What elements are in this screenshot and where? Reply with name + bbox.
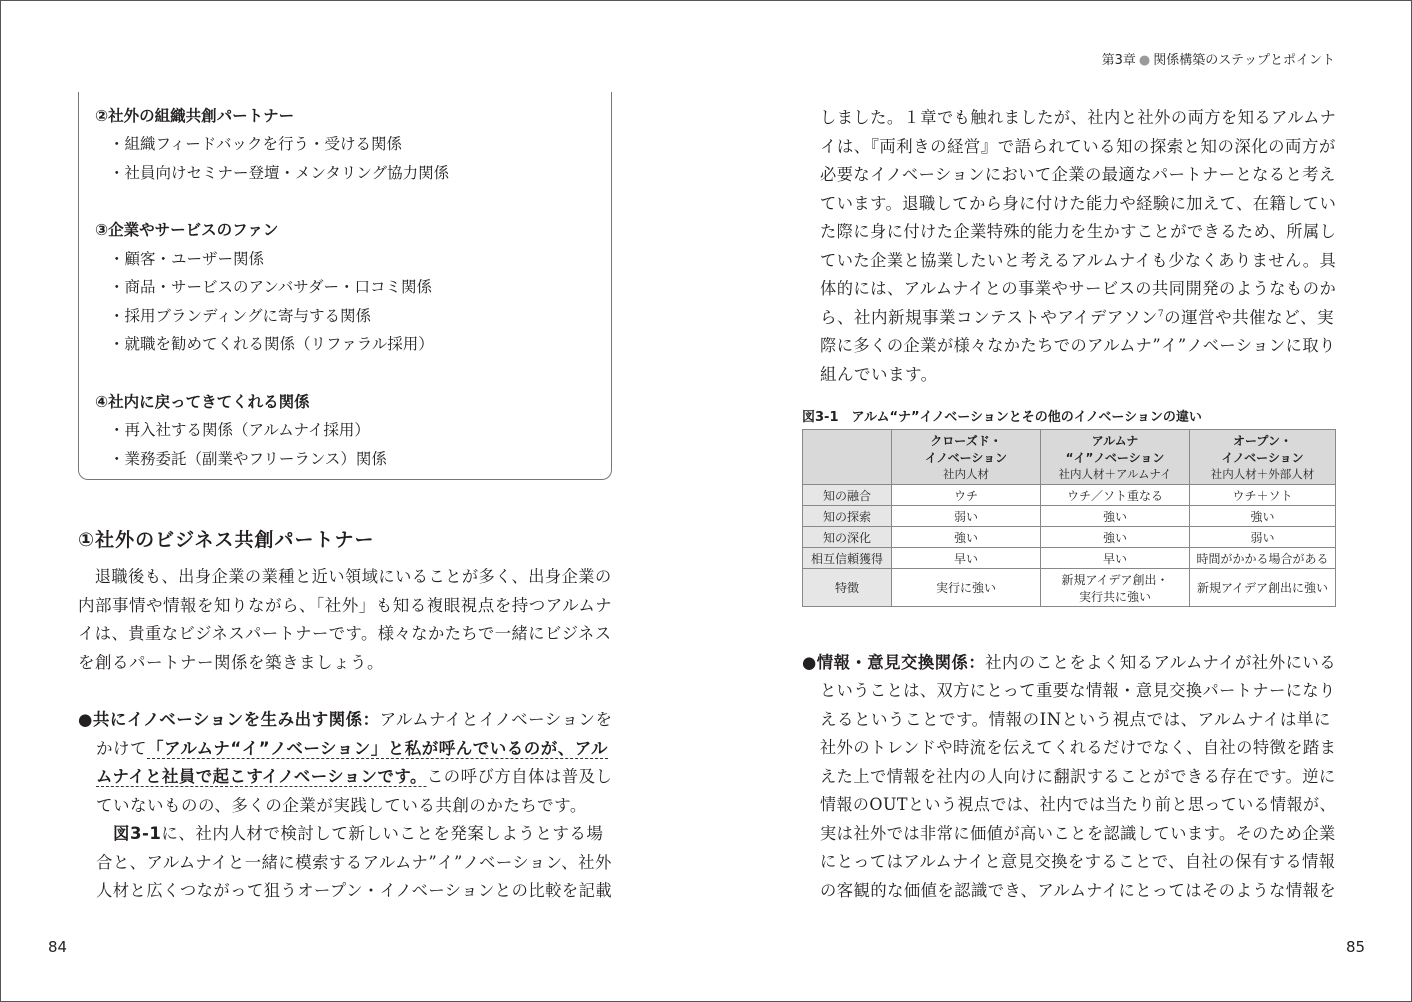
body-line: イは、『両利きの経営』で語られている知の探索と知の深化の両方が	[820, 137, 1336, 156]
table-row	[803, 527, 1336, 548]
table-row	[803, 485, 1336, 506]
box-item: ・再入社する関係（アルムナイ採用）	[109, 421, 370, 439]
body-line: ら、社内新規事業コンテストやアイデアソン$^7$の運営や共催など、実	[820, 308, 1335, 327]
row-label: 相互信頼獲得	[803, 548, 892, 569]
page-number-right: 85	[1346, 938, 1366, 956]
table-cell: 弱い	[892, 506, 1041, 527]
footnote-marker: 7	[1157, 309, 1165, 320]
table-cell: ウチ／ソト重なる	[1041, 485, 1190, 506]
figure-reference: 図3-1	[113, 824, 162, 843]
body-line: 退職後も、出身企業の業種と近い領域にいることが多く、出身企業の	[78, 567, 612, 586]
relationship-box	[78, 92, 612, 480]
body-line: 図3-1に、社内人材で検討して新しいことを発案しようとする場	[113, 824, 604, 843]
table-header-row	[803, 430, 1336, 485]
bullet-dot-icon: ●	[1138, 53, 1151, 68]
table-cell: 強い	[892, 527, 1041, 548]
body-line: えるということです。情報のINという視点では、アルムナイは単に	[820, 710, 1331, 729]
body-line: の客観的な価値を認識でき、アルムナイにとってはそのような情報を	[820, 881, 1337, 900]
emphasis-underline: ムナイと社員で起こすイノベーションです。	[96, 767, 427, 786]
table-cell: 時間がかかる場合がある	[1190, 548, 1336, 569]
table-cell: 早い	[892, 548, 1041, 569]
column-header: クローズド・ イノベーション 社内人材	[892, 430, 1041, 485]
emphasis-underline: 「アルムナ“イ”ノベーション」と私が呼んでいるのが、アル	[147, 739, 609, 758]
body-line: 人材と広くつながって狙うオープン・イノベーションとの比較を記載	[96, 881, 613, 900]
lead-term: ●情報・意見交換関係：	[802, 653, 986, 672]
column-header: オープン・ イノベーション 社内人材＋外部人材	[1190, 430, 1336, 485]
body-line: ています。退職してから身に付けた能力や経験に加えて、在籍してい	[820, 194, 1337, 213]
table-cell: 実行に強い	[892, 569, 1041, 607]
body-line: を創るパートナー関係を築きましょう。	[78, 653, 384, 672]
figure-title: 図3-1 アルム“ナ”イノベーションとその他のイノベーションの違い	[802, 410, 1202, 425]
table-cell: 新規アイデア創出に強い	[1190, 569, 1336, 607]
body-line: 組んでいます。	[820, 365, 938, 384]
row-label: 知の融合	[803, 485, 892, 506]
body-line: 内部事情や情報を知りながら、「社外」も知る複眼視点を持つアルムナ	[78, 596, 613, 615]
body-line: ●共にイノベーションを生み出す関係：アルムナイとイノベーションを	[78, 710, 613, 729]
table-cell: 新規アイデア創出・ 実行共に強い	[1041, 569, 1190, 607]
box-item: ・採用ブランディングに寄与する関係	[109, 307, 371, 325]
table-cell: ウチ＋ソト	[1190, 485, 1336, 506]
box-item: ・社員向けセミナー登壇・メンタリング協力関係	[109, 164, 450, 182]
box-item: ・業務委託（副業やフリーランス）関係	[109, 450, 387, 468]
page-number-left: 84	[48, 938, 68, 956]
body-line: 体的には、アルムナイとの事業やサービスの共同開発のようなものか	[820, 279, 1337, 298]
body-line: 必要なイノベーションにおいて企業の最適なパートナーとなると考え	[820, 165, 1336, 184]
box-heading: ③企業やサービスのファン	[95, 221, 279, 239]
body-line: しました。１章でも触れましたが、社内と社外の両方を知るアルムナ	[820, 108, 1337, 127]
chapter-label: 第3章	[1101, 53, 1136, 68]
table-cell: 強い	[1041, 506, 1190, 527]
table-row	[803, 506, 1336, 527]
row-label: 特徴	[803, 569, 892, 607]
body-line: にとってはアルムナイと意見交換をすることで、自社の保有する情報	[820, 852, 1336, 871]
box-heading: ②社外の組織共創パートナー	[95, 107, 295, 125]
row-label: 知の探索	[803, 506, 892, 527]
table-cell: 強い	[1190, 506, 1336, 527]
body-line: 社外のトレンドや時流を伝えてくれるだけでなく、自社の特徴を踏ま	[820, 738, 1337, 757]
body-line: ということは、双方にとって重要な情報・意見交換パートナーになり	[820, 681, 1336, 700]
box-item: ・商品・サービスのアンバサダー・口コミ関係	[109, 278, 433, 296]
body-line: かけて「アルムナ“イ”ノベーション」と私が呼んでいるのが、アル	[96, 739, 609, 758]
body-line: 際に多くの企業が様々なかたちでのアルムナ”イ”ノベーションに取り	[820, 336, 1336, 355]
box-item: ・顧客・ユーザー関係	[109, 250, 265, 268]
table-row	[803, 569, 1336, 607]
box-heading: ④社内に戻ってきてくれる関係	[95, 393, 310, 411]
body-line: ●情報・意見交換関係：社内のことをよく知るアルムナイが社外にいる	[802, 653, 1337, 672]
box-item: ・組織フィードバックを行う・受ける関係	[109, 135, 402, 153]
comparison-table	[802, 429, 1336, 607]
body-line: ムナイと社員で起こすイノベーションです。この呼び方自体は普及し	[96, 767, 613, 786]
body-line: た際に身に付けた企業特殊的能力を生かすことができるため、所属し	[820, 222, 1337, 241]
table-cell: ウチ	[892, 485, 1041, 506]
body-line: 実は社外では非常に価値が高いことを認識しています。そのため企業	[820, 824, 1336, 843]
table-cell: 弱い	[1190, 527, 1336, 548]
table-corner-cell	[803, 430, 892, 485]
section-title: ①社外のビジネス共創パートナー	[78, 529, 375, 551]
column-header: アルムナ “イ”ノベーション 社内人材＋アルムナイ	[1041, 430, 1190, 485]
body-line: 情報のOUTという視点では、社内では当たり前と思っている情報が、	[820, 795, 1336, 814]
box-item: ・就職を勧めてくれる関係（リファラル採用）	[109, 335, 434, 353]
body-line: 合と、アルムナイと一緒に模索するアルムナ”イ”ノベーション、社外	[96, 853, 612, 872]
table-cell: 強い	[1041, 527, 1190, 548]
lead-term: ●共にイノベーションを生み出す関係：	[78, 710, 380, 729]
table-row	[803, 548, 1336, 569]
body-line: イは、貴重なビジネスパートナーです。様々なかたちで一緒にビジネス	[78, 624, 612, 643]
running-head	[1050, 49, 1335, 68]
row-label: 知の深化	[803, 527, 892, 548]
chapter-title: 関係構築のステップとポイント	[1153, 53, 1335, 68]
body-line: ていないものの、多くの企業が実践している共創のかたちです。	[96, 796, 587, 815]
table-cell: 早い	[1041, 548, 1190, 569]
body-line: ていた企業と協業したいと考えるアルムナイも少なくありません。具	[820, 251, 1337, 270]
body-line: えた上で情報を社内の人向けに翻訳することができる存在です。逆に	[820, 767, 1336, 786]
